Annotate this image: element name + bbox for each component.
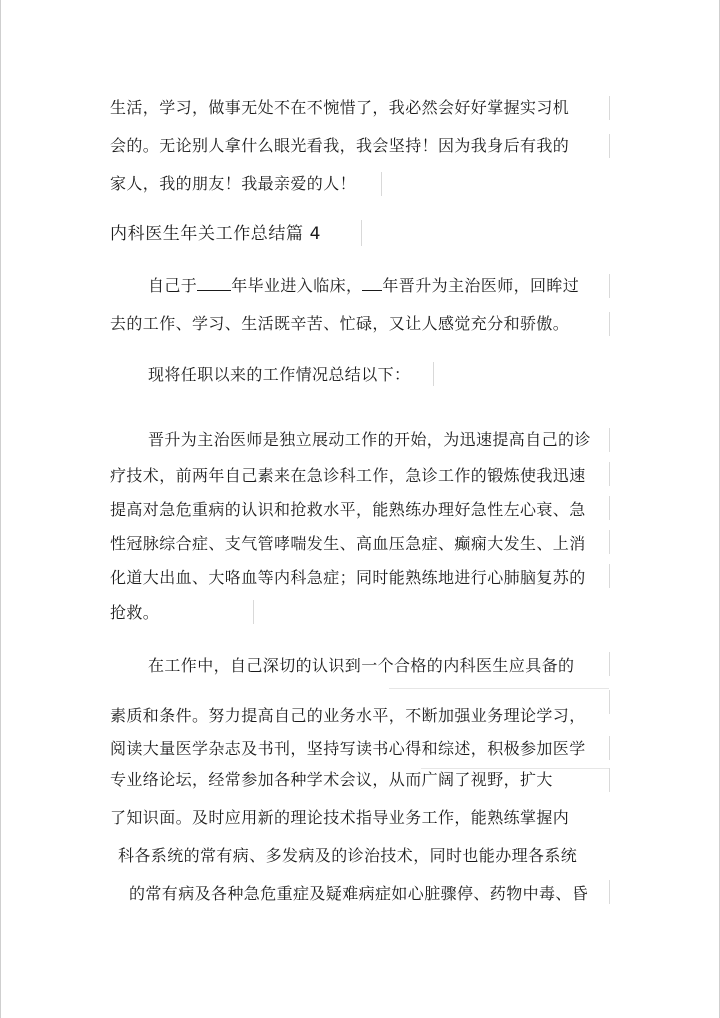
fill-blank	[197, 276, 231, 291]
text-line: 疗技术，前两年自己素来在急诊科工作，急诊工作的锻炼使我迅速	[110, 466, 586, 485]
text-line: 专业络论坛，经常参加各种学术会议，从而广阔了视野，扩大	[110, 770, 553, 789]
text-line: 会的。无论别人拿什么眼光看我，我会坚持！因为我身后有我的	[110, 136, 570, 155]
cell-rule	[609, 428, 610, 452]
cell-rule	[609, 530, 610, 554]
text-line: 家人，我的朋友！我最亲爱的人！	[110, 174, 357, 193]
text-line: 提高对急危重病的认识和抢救水平，能熟练办理好急性左心衰、急	[110, 500, 586, 519]
cell-rule	[421, 768, 609, 769]
text-line: 现将任职以来的工作情况总结以下：	[148, 365, 411, 384]
text-line: 阅读大量医学杂志及书刊，坚持写读书心得和综述，积极参加医学	[110, 739, 586, 758]
cell-rule	[609, 736, 610, 760]
cell-rule	[381, 172, 382, 196]
text-fragment: 年晋升为主治医师，回眸过	[382, 276, 580, 295]
fill-blank	[362, 276, 382, 291]
cell-rule	[609, 768, 610, 792]
cell-rule	[609, 274, 610, 298]
text-fragment: 年毕业进入临床，	[231, 276, 363, 295]
cell-rule	[433, 362, 434, 386]
cell-rule	[609, 690, 610, 714]
text-line: 的常有病及各种急危重症及疑难病症如心脏骤停、药物中毒、昏	[129, 884, 589, 903]
cell-rule	[609, 564, 610, 588]
text-line: 去的工作、学习、生活既辛苦、忙碌，又让人感觉充分和骄傲。	[110, 314, 570, 333]
text-line: 素质和条件。努力提高自己的业务水平，不断加强业务理论学习，	[110, 706, 586, 725]
text-line: 抢救。	[110, 603, 160, 622]
text-line: 生活，学习，做事无处不在不惋惜了，我必然会好好掌握实习机	[110, 98, 570, 117]
cell-rule	[609, 134, 610, 158]
cell-rule	[609, 652, 610, 676]
cell-rule	[609, 880, 610, 904]
text-line: 在工作中，自己深切的认识到一个合格的内科医生应具备的	[148, 656, 575, 675]
cell-rule	[609, 462, 610, 486]
cell-rule	[609, 96, 610, 120]
text-line: 了知识面。及时应用新的理论技术指导业务工作，能熟练掌握内	[110, 808, 570, 827]
text-fragment: 自己于	[148, 276, 198, 295]
text-line: 晋升为主治医师是独立展动工作的开始，为迅速提高自己的诊	[148, 430, 591, 449]
text-line: 性冠脉综合症、支气管哮喘发生、高血压急症、癫痫大发生、上消	[110, 534, 586, 553]
text-line: 科各系统的常有病、多发病及的诊治技术，同时也能办理各系统	[118, 846, 578, 865]
cell-rule	[253, 600, 254, 624]
section-title: 内科医生年关工作总结篇 4	[110, 224, 322, 244]
text-line: 化道大出血、大咯血等内科急症；同时能熟练地进行心肺脑复苏的	[110, 568, 586, 587]
cell-rule	[609, 496, 610, 520]
text-line	[148, 276, 579, 296]
cell-rule	[609, 312, 610, 336]
cell-rule	[389, 688, 609, 689]
cell-rule	[361, 220, 362, 246]
